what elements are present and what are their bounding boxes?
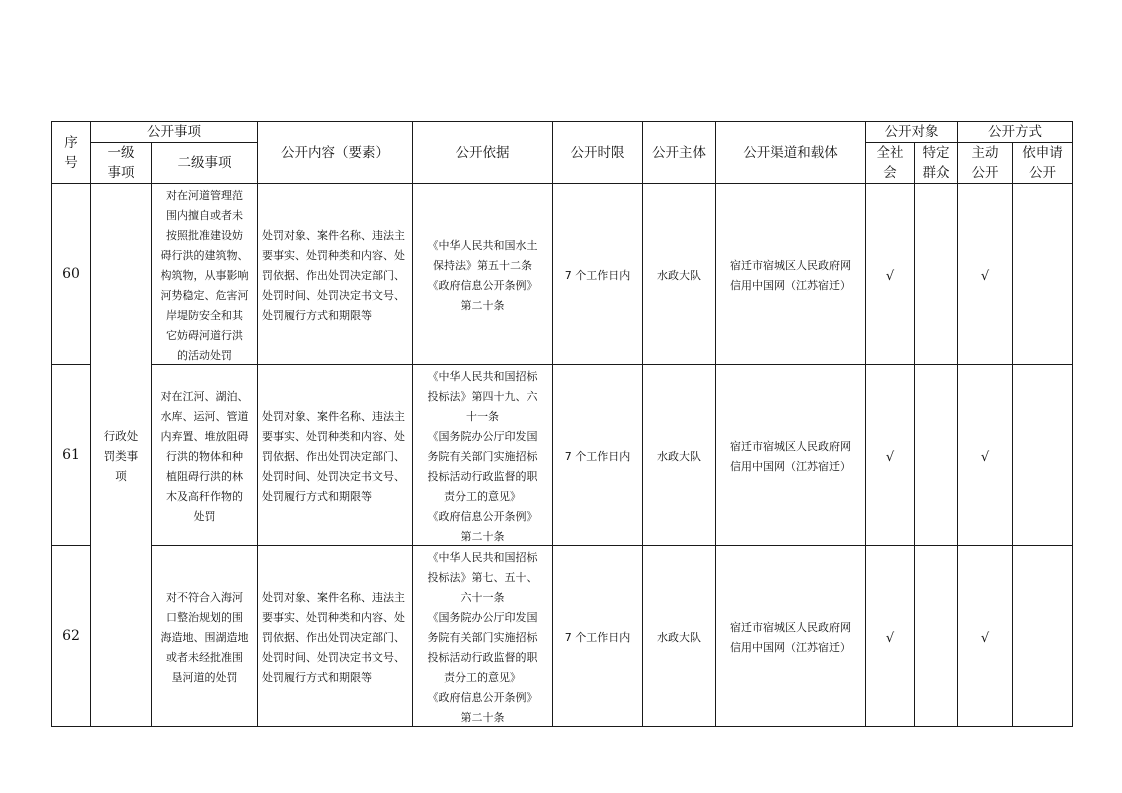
header-time-limit: 公开时限 <box>553 122 643 184</box>
header-seq: 序 号 <box>52 122 91 184</box>
table-row <box>52 365 1073 546</box>
subject-cell <box>643 365 716 546</box>
channel-cell <box>716 365 866 546</box>
basis-cell <box>413 546 553 727</box>
row-seq: 61 <box>52 365 91 546</box>
check-mark-icon: √ <box>980 630 990 646</box>
target-specific-cell <box>915 365 958 546</box>
basis-text: 《中华人民共和国招标 投标法》第四十九、六 十一条 《国务院办公厅印发国 务院有关部门实施招标 投标活动行政监督的职 责分工的意见》 《政府信息公开条例》 第二十条 <box>427 370 538 543</box>
channel-cell <box>716 546 866 727</box>
header-content: 公开内容（要素） <box>258 122 413 184</box>
disclosure-table <box>51 121 1073 727</box>
basis-text: 《中华人民共和国水土 保持法》第五十二条 《政府信息公开条例》 第二十条 <box>427 239 538 312</box>
content-text: 处罚对象、案件名称、违法主要事实、处罚种类和内容、处罚依据、作出处罚决定部门、处罚时间、处罚决定书文号、处罚履行方式和期限等 <box>262 229 405 322</box>
check-mark-icon: √ <box>885 449 895 465</box>
level2-item-cell <box>152 184 258 365</box>
subject-cell <box>643 184 716 365</box>
basis-cell <box>413 184 553 365</box>
header-matter-group: 公开事项 <box>91 122 258 143</box>
method-active-cell <box>958 184 1013 365</box>
target-all-cell <box>866 184 915 365</box>
header-level2: 二级事项 <box>152 143 258 184</box>
subject-text: 水政大队 <box>657 631 701 644</box>
header-target-specific: 特定 群众 <box>915 143 958 184</box>
header-subject: 公开主体 <box>643 122 716 184</box>
target-specific-cell <box>915 546 958 727</box>
row-seq: 60 <box>52 184 91 365</box>
table-header <box>52 122 1073 184</box>
header-method-group: 公开方式 <box>958 122 1073 143</box>
method-request-cell <box>1013 184 1073 365</box>
time-limit-cell <box>553 546 643 727</box>
channel-text: 宿迁市宿城区人民政府网 信用中国网（江苏宿迁） <box>730 621 851 654</box>
level2-item-cell <box>152 546 258 727</box>
content-text: 处罚对象、案件名称、违法主要事实、处罚种类和内容、处罚依据、作出处罚决定部门、处罚时间、处罚决定书文号、处罚履行方式和期限等 <box>262 410 405 503</box>
subject-cell <box>643 546 716 727</box>
level1-item-cell <box>91 184 152 727</box>
header-method-active: 主动 公开 <box>958 143 1013 184</box>
subject-text: 水政大队 <box>657 450 701 463</box>
header-level1: 一级 事项 <box>91 143 152 184</box>
content-cell <box>258 365 413 546</box>
level2-item: 对不符合入海河 口整治规划的围 海造地、围湖造地 或者未经批准围 垦河道的处罚 <box>160 591 249 684</box>
header-target-all: 全社 会 <box>866 143 915 184</box>
table-row <box>52 184 1073 365</box>
header-basis: 公开依据 <box>413 122 553 184</box>
row-seq: 62 <box>52 546 91 727</box>
method-active-cell <box>958 365 1013 546</box>
time-limit-text: 7 个工作日内 <box>564 631 631 644</box>
check-mark-icon: √ <box>980 268 990 284</box>
channel-text: 宿迁市宿城区人民政府网 信用中国网（江苏宿迁） <box>730 259 851 292</box>
time-limit-text: 7 个工作日内 <box>564 450 631 463</box>
subject-text: 水政大队 <box>657 269 701 282</box>
table-row <box>52 546 1073 727</box>
basis-text: 《中华人民共和国招标 投标法》第七、五十、 六十一条 《国务院办公厅印发国 务院有关部门实施招标 投标活动行政监督的职 责分工的意见》 《政府信息公开条例》 第二十条 <box>427 551 538 724</box>
level2-item: 对在河道管理范 围内擅自或者未 按照批准建设妨 碍行洪的建筑物、 构筑物，从事影响 河势稳定、危害河 岸堤防安全和其 它妨碍河道行洪 的活动处罚 <box>160 189 249 362</box>
header-method-request: 依申请 公开 <box>1013 143 1073 184</box>
target-all-cell <box>866 365 915 546</box>
channel-text: 宿迁市宿城区人民政府网 信用中国网（江苏宿迁） <box>730 440 851 473</box>
level2-item-cell <box>152 365 258 546</box>
basis-cell <box>413 365 553 546</box>
method-active-cell <box>958 546 1013 727</box>
level1-item: 行政处 罚类事 项 <box>103 429 139 483</box>
method-request-cell <box>1013 365 1073 546</box>
check-mark-icon: √ <box>885 268 895 284</box>
content-text: 处罚对象、案件名称、违法主要事实、处罚种类和内容、处罚依据、作出处罚决定部门、处罚时间、处罚决定书文号、处罚履行方式和期限等 <box>262 591 405 684</box>
time-limit-cell <box>553 184 643 365</box>
target-all-cell <box>866 546 915 727</box>
content-cell <box>258 184 413 365</box>
table-body <box>52 184 1073 727</box>
content-cell <box>258 546 413 727</box>
header-target-group: 公开对象 <box>866 122 958 143</box>
target-specific-cell <box>915 184 958 365</box>
time-limit-cell <box>553 365 643 546</box>
check-mark-icon: √ <box>980 449 990 465</box>
level2-item: 对在江河、湖泊、 水库、运河、管道 内弃置、堆放阻碍 行洪的物体和种 植阻碍行洪的林 木及高秆作物的 处罚 <box>160 390 249 523</box>
check-mark-icon: √ <box>885 630 895 646</box>
time-limit-text: 7 个工作日内 <box>564 269 631 282</box>
channel-cell <box>716 184 866 365</box>
method-request-cell <box>1013 546 1073 727</box>
header-channel: 公开渠道和载体 <box>716 122 866 184</box>
